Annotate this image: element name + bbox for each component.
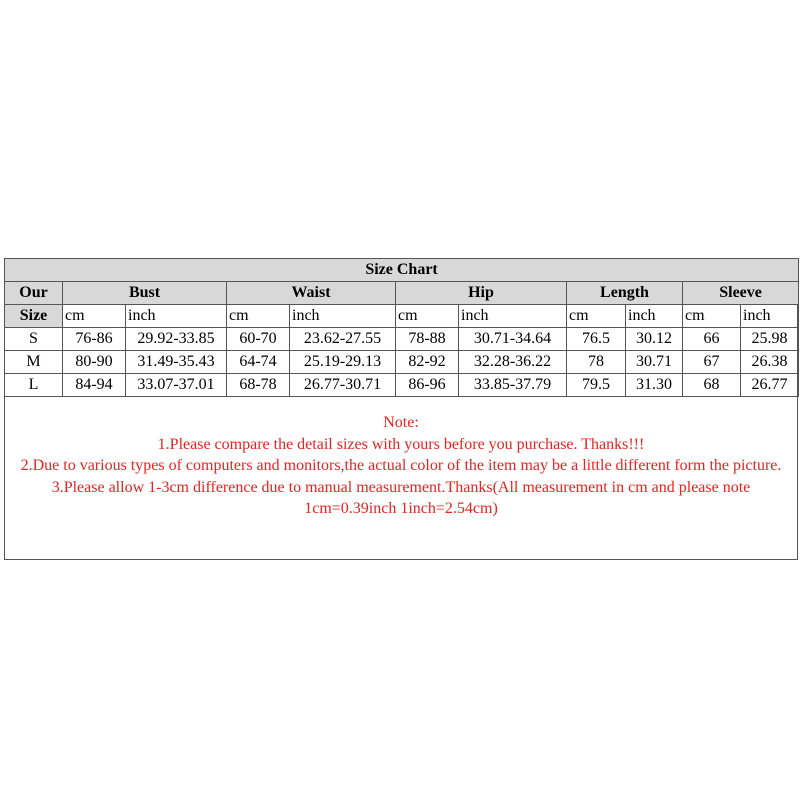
table-cell: 33.85-37.79 bbox=[459, 374, 567, 397]
table-cell: 76.5 bbox=[567, 328, 626, 351]
unit-inch: inch bbox=[459, 305, 567, 328]
table-cell: 32.28-36.22 bbox=[459, 351, 567, 374]
table-cell: 23.62-27.55 bbox=[290, 328, 396, 351]
unit-cm: cm bbox=[227, 305, 290, 328]
unit-cm: cm bbox=[567, 305, 626, 328]
table-cell: 68-78 bbox=[227, 374, 290, 397]
table-cell: 25.19-29.13 bbox=[290, 351, 396, 374]
table-cell: 78-88 bbox=[396, 328, 459, 351]
chart-title: Size Chart bbox=[5, 259, 799, 282]
note-line-2: 2.Due to various types of computers and monitors,the actual color of the item may be a little different form the picture. bbox=[20, 457, 782, 474]
unit-cm: cm bbox=[396, 305, 459, 328]
size-label: L bbox=[5, 374, 63, 397]
table-cell: 33.07-37.01 bbox=[126, 374, 227, 397]
table-cell: 25.98 bbox=[741, 328, 799, 351]
unit-cm: cm bbox=[63, 305, 126, 328]
unit-inch: inch bbox=[626, 305, 683, 328]
note-line-1: 1.Please compare the detail sizes with yours before you purchase. Thanks!!! bbox=[157, 435, 645, 453]
size-label: M bbox=[5, 351, 63, 374]
size-header-bottom: Size bbox=[5, 305, 63, 328]
table-row bbox=[5, 374, 799, 397]
size-chart-table bbox=[4, 258, 799, 397]
group-header-waist: Waist bbox=[227, 282, 396, 305]
group-header-hip: Hip bbox=[396, 282, 567, 305]
table-cell: 84-94 bbox=[63, 374, 126, 397]
table-cell: 76-86 bbox=[63, 328, 126, 351]
size-header-top: Our bbox=[5, 282, 63, 305]
group-header-sleeve: Sleeve bbox=[683, 282, 799, 305]
unit-cm: cm bbox=[683, 305, 741, 328]
group-header-length: Length bbox=[567, 282, 683, 305]
unit-inch: inch bbox=[290, 305, 396, 328]
table-row bbox=[5, 351, 799, 374]
table-cell: 78 bbox=[567, 351, 626, 374]
table-cell: 64-74 bbox=[227, 351, 290, 374]
table-cell: 31.30 bbox=[626, 374, 683, 397]
table-cell: 29.92-33.85 bbox=[126, 328, 227, 351]
table-cell: 86-96 bbox=[396, 374, 459, 397]
note-heading: Note: bbox=[383, 414, 419, 431]
note-line-3: 3.Please allow 1-3cm difference due to manual measurement.Thanks(All measurement in cm and please note 1cm=0.39inch 1inch=2.54cm) bbox=[51, 478, 751, 517]
table-cell: 26.77-30.71 bbox=[290, 374, 396, 397]
unit-inch: inch bbox=[126, 305, 227, 328]
table-cell: 26.77 bbox=[741, 374, 799, 397]
table-cell: 30.71 bbox=[626, 351, 683, 374]
size-label: S bbox=[5, 328, 63, 351]
unit-inch: inch bbox=[741, 305, 799, 328]
table-cell: 30.12 bbox=[626, 328, 683, 351]
table-cell: 31.49-35.43 bbox=[126, 351, 227, 374]
table-cell: 79.5 bbox=[567, 374, 626, 397]
table-cell: 26.38 bbox=[741, 351, 799, 374]
table-cell: 30.71-34.64 bbox=[459, 328, 567, 351]
table-cell: 68 bbox=[683, 374, 741, 397]
table-cell: 66 bbox=[683, 328, 741, 351]
table-row bbox=[5, 328, 799, 351]
table-cell: 67 bbox=[683, 351, 741, 374]
notes-block bbox=[4, 412, 798, 520]
table-cell: 80-90 bbox=[63, 351, 126, 374]
table-cell: 60-70 bbox=[227, 328, 290, 351]
group-header-bust: Bust bbox=[63, 282, 227, 305]
table-cell: 82-92 bbox=[396, 351, 459, 374]
